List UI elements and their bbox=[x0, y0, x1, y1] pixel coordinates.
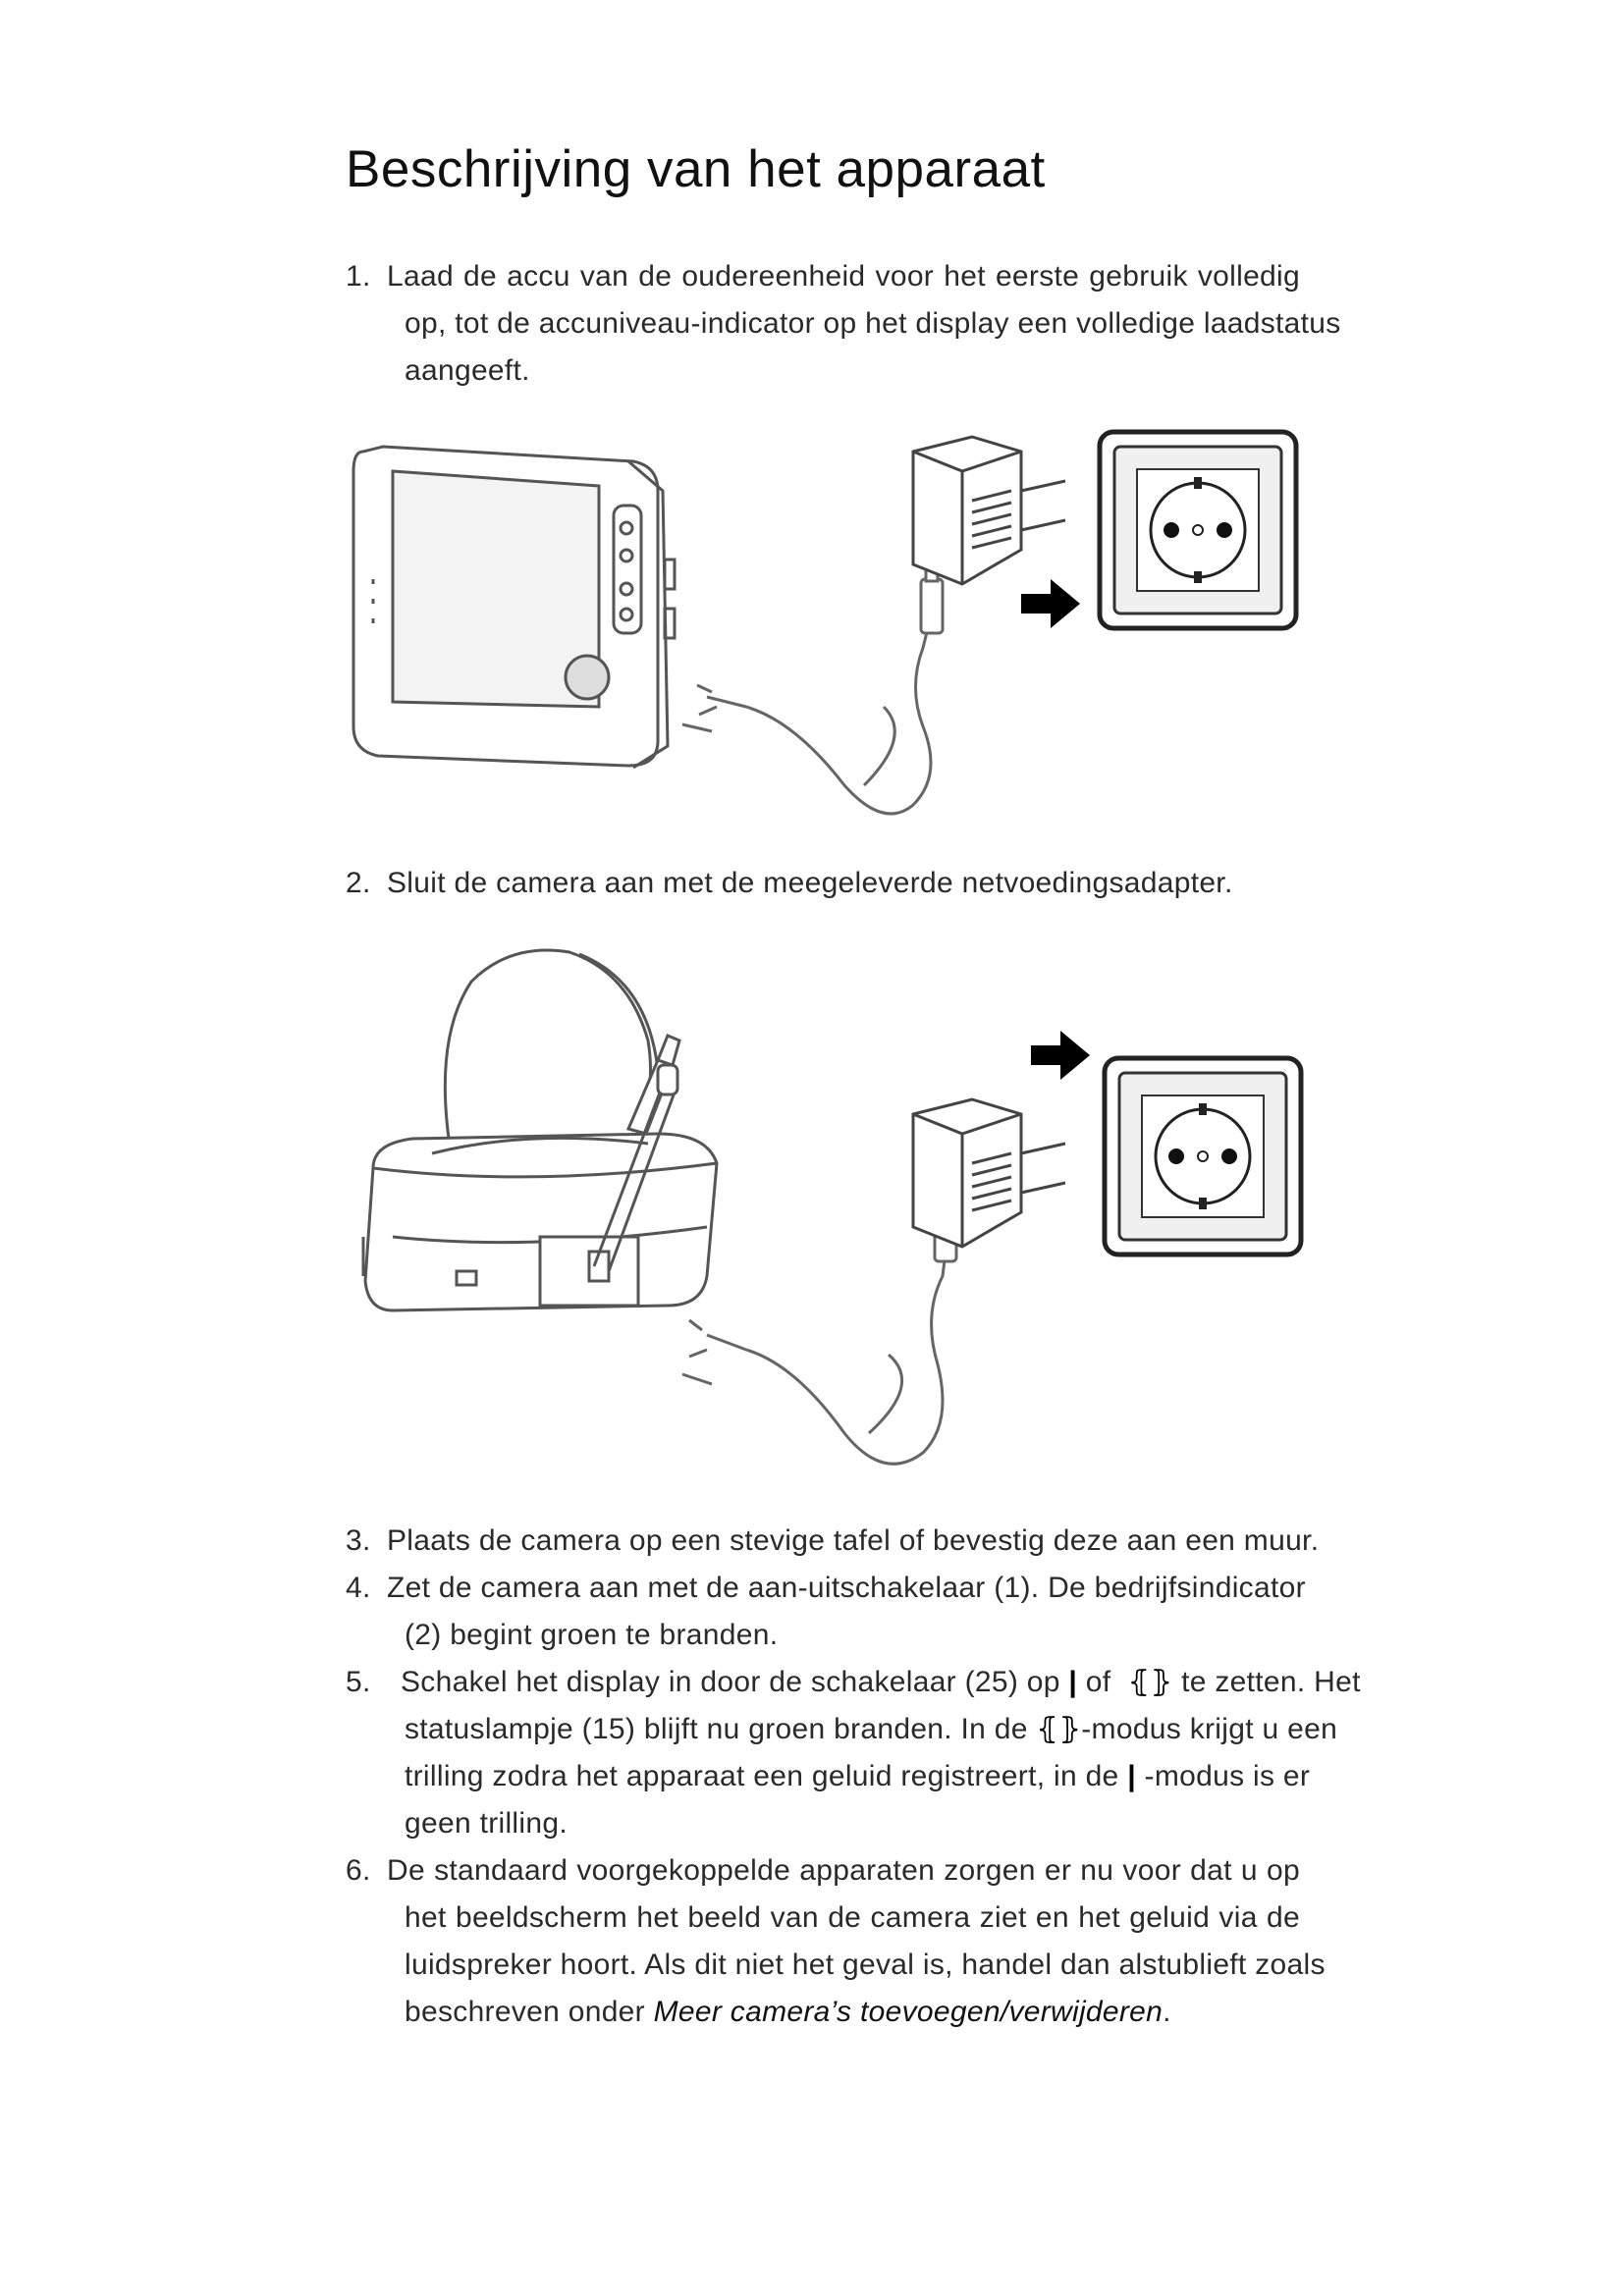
camera-icon bbox=[363, 950, 717, 1310]
step-line: geen trilling. bbox=[405, 1807, 568, 1840]
step-line: Plaats de camera op een stevige tafel of bevestig deze aan een muur. bbox=[387, 1524, 1320, 1557]
figure-connect-camera bbox=[334, 942, 1316, 1502]
step-line: Zet de camera aan met de aan-uitschakelaar (1). De bedrijfsindicator bbox=[387, 1572, 1306, 1604]
step-5 bbox=[346, 1659, 1361, 1847]
step-line: Laad de accu van de oudereenheid voor het eerste gebruik volledig bbox=[387, 260, 1300, 293]
step-line: op, tot de accuniveau-indicator op het display een volledige laadstatus bbox=[405, 307, 1341, 340]
step-4 bbox=[346, 1565, 1306, 1659]
figure-charge-parent-unit bbox=[334, 412, 1316, 834]
step-line: beschreven onder Meer camera’s toevoegen/verwijderen. bbox=[405, 1996, 1171, 2028]
step-3 bbox=[346, 1518, 1320, 1565]
usb-cable-icon bbox=[682, 560, 943, 814]
step-1 bbox=[346, 253, 1341, 395]
step-number: 3. bbox=[346, 1524, 371, 1557]
step-line: het beeldscherm het beeld van de camera ziet en het geluid via de bbox=[405, 1901, 1300, 1934]
bar-symbol: | bbox=[1068, 1666, 1078, 1698]
power-adapter-icon bbox=[913, 1099, 1065, 1247]
step-line: statuslampje (15) blijft nu groen branden. In de ⦃⦄-modus krijgt u een bbox=[405, 1713, 1338, 1745]
vibrate-symbol: ⦃⦄ bbox=[1127, 1666, 1173, 1698]
wall-socket-icon bbox=[1100, 432, 1296, 628]
bar-symbol: | bbox=[1127, 1760, 1136, 1792]
vibrate-symbol: ⦃⦄ bbox=[1036, 1713, 1082, 1745]
step-6 bbox=[346, 1847, 1326, 2036]
monitor-icon bbox=[353, 447, 675, 768]
step-line: trilling zodra het apparaat een geluid registreert, in de | -modus is er bbox=[405, 1760, 1311, 1792]
step-number: 6. bbox=[346, 1854, 371, 1887]
power-adapter-icon bbox=[913, 437, 1065, 584]
step-number: 5. bbox=[346, 1666, 371, 1698]
step-line: (2) begint groen te branden. bbox=[405, 1619, 779, 1651]
step-number: 2. bbox=[346, 867, 371, 899]
step-line: De standaard voorgekoppelde apparaten zorgen er nu voor dat u op bbox=[387, 1854, 1300, 1887]
wall-socket-icon bbox=[1105, 1058, 1301, 1255]
step-2 bbox=[346, 860, 1300, 907]
step-number: 4. bbox=[346, 1572, 371, 1604]
step-number: 1. bbox=[346, 260, 371, 293]
step-line: luidspreker hoort. Als dit niet het geval is, handel dan alstublieft zoals bbox=[405, 1949, 1326, 1981]
arrow-right-icon bbox=[1031, 1031, 1090, 1080]
section-reference: Meer camera’s toevoegen/verwijderen bbox=[653, 1996, 1164, 2028]
step-line: aangeeft. bbox=[405, 354, 530, 387]
step-line: Sluit de camera aan met de meegeleverde netvoedingsadapter. bbox=[387, 867, 1233, 899]
arrow-right-icon bbox=[1021, 579, 1080, 628]
step-line: Schakel het display in door de schakelaar (25) op | of ⦃⦄ te zetten. Het bbox=[401, 1666, 1361, 1698]
usb-cable-icon bbox=[682, 1190, 956, 1464]
page-title: Beschrijving van het apparaat bbox=[346, 140, 1046, 198]
